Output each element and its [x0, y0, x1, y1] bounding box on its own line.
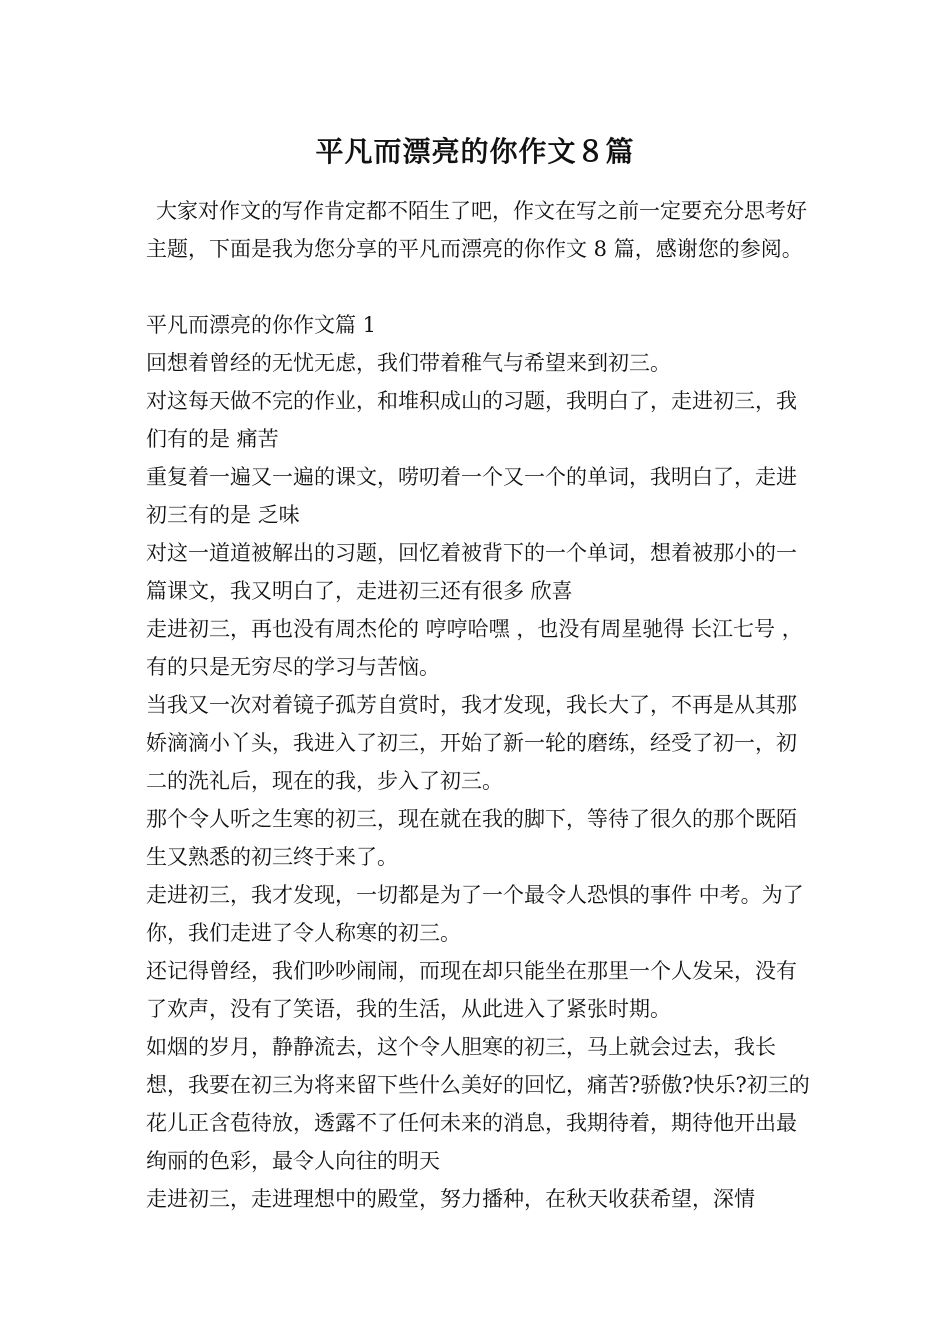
body-paragraph: 走进初三，走进理想中的殿堂，努力播种，在秋天收获希望，深情	[146, 1187, 755, 1211]
body-paragraph: 走进初三，我才发现，一切都是为了一个最令人恐惧的事件 中考。为了你，我们走进了令人称寒的初三。	[146, 883, 804, 945]
paragraph-gap	[146, 268, 814, 306]
document-body	[146, 192, 814, 1218]
body-paragraph: 回想着曾经的无忧无虑，我们带着稚气与希望来到初三。	[146, 351, 671, 375]
body-paragraph: 那个令人听之生寒的初三，现在就在我的脚下，等待了很久的那个既陌生又熟悉的初三终于来了。	[146, 807, 797, 869]
body-paragraph: 对这每天做不完的作业，和堆积成山的习题，我明白了，走进初三，我们有的是 痛苦	[146, 389, 797, 451]
section-heading: 平凡而漂亮的你作文篇 1	[146, 313, 377, 337]
document-title: 平凡而漂亮的你作文８篇	[315, 135, 635, 168]
body-paragraph: 对这一道道被解出的习题，回忆着被背下的一个单词，想着被那小的一篇课文，我又明白了，走进初三还有很多 欣喜	[146, 541, 797, 603]
body-paragraph: 当我又一次对着镜子孤芳自赏时，我才发现，我长大了，不再是从其那娇滴滴小丫头，我进入了初三，开始了新一轮的磨练，经受了初一，初二的洗礼后，现在的我，步入了初三。	[146, 693, 797, 793]
body-paragraph: 走进初三，再也没有周杰伦的 哼哼哈嘿 ，也没有周星驰得 长江七号 ，有的只是无穷尽的学习与苦恼。	[146, 617, 803, 679]
body-paragraph: 还记得曾经，我们吵吵闹闹，而现在却只能坐在那里一个人发呆，没有了欢声，没有了笑语，我的生活，从此进入了紧张时期。	[146, 959, 797, 1021]
body-paragraph: 重复着一遍又一遍的课文，唠叨着一个又一个的单词，我明白了，走进初三有的是 乏味	[146, 465, 797, 527]
body-paragraph: 如烟的岁月，静静流去，这个令人胆寒的初三，马上就会过去，我长想，我要在初三为将来留下些什么美好的回忆，痛苦?骄傲?快乐?初三的花儿正含苞待放，透露不了任何未来的消息，我期待着，期待他开出最绚丽的色彩，最令人向往的明天	[146, 1035, 810, 1173]
intro-paragraph: 大家对作文的写作肯定都不陌生了吧，作文在写之前一定要充分思考好主题，下面是我为您分享的平凡而漂亮的你作文 8 篇，感谢您的参阅。	[146, 199, 807, 261]
